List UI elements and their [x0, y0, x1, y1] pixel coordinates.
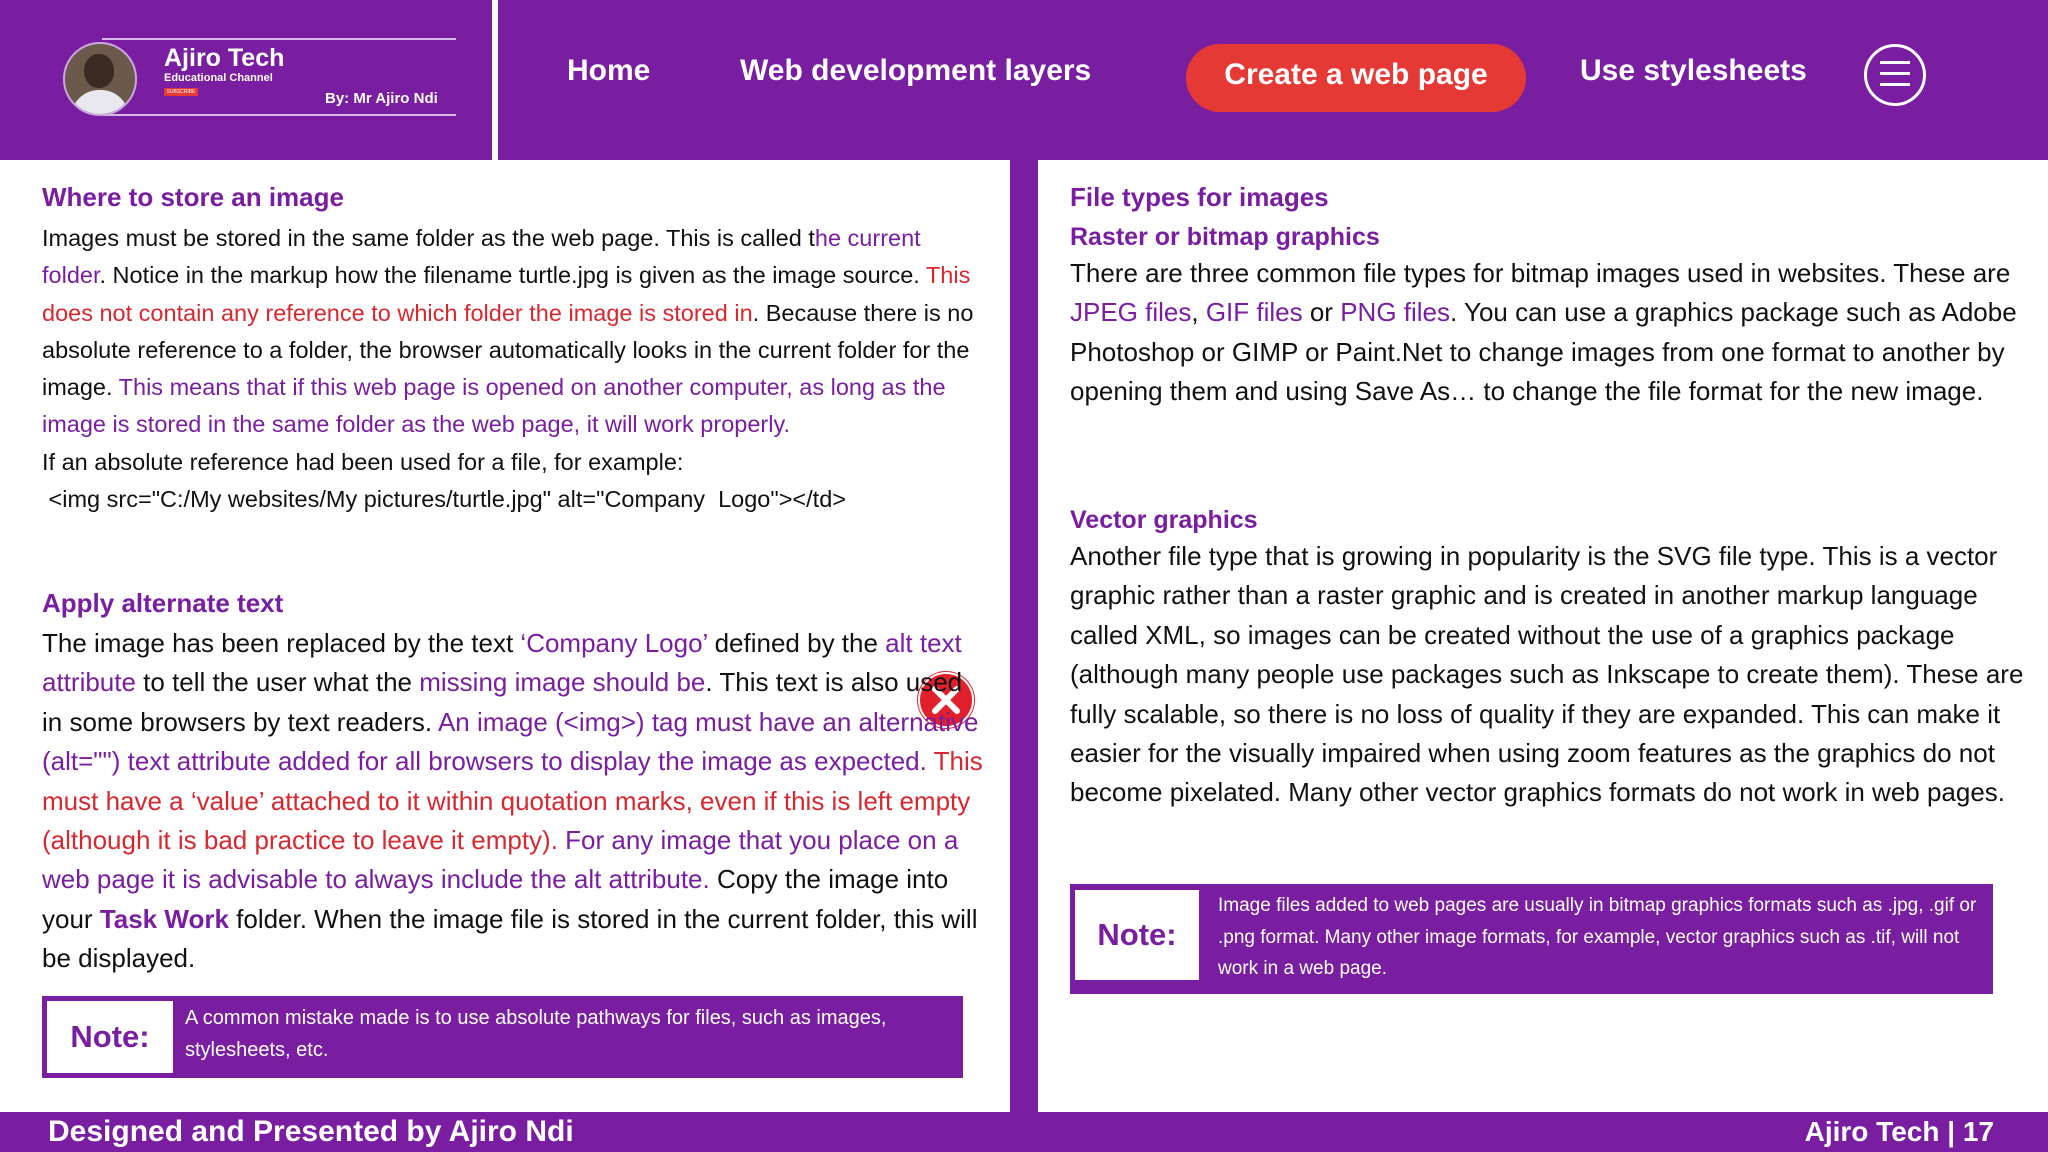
- right-panel: [1038, 160, 2048, 1112]
- logo-top-line: [102, 38, 456, 40]
- footer: [0, 1112, 2048, 1152]
- section-title-file-types: File types for images: [1070, 182, 1329, 212]
- avatar: [63, 42, 137, 116]
- code-example: <img src="C:/My websites/My pictures/turtle.jpg" alt="Company Logo"></td>: [42, 486, 846, 513]
- section-vector: [1070, 506, 2030, 813]
- vector-paragraph: Another file type that is growing in popularity is the SVG file type. This is a vector graphic rather than a raster graphic and is created in another markup language called XML, so images can be created without the use of a graphics package (although many people use packages such as Inkscape to create them). These are fully scalable, so there is no loss of quality if they are expanded. This can make it easier for the visually impaired when using zoom features as the graphics do not become pixelated. Many other vector graphics formats do not work in web pages.: [1070, 541, 2024, 808]
- avatar-body: [71, 90, 129, 116]
- section-file-types: [1070, 182, 2030, 412]
- section-title-alternate-text: Apply alternate text: [42, 588, 284, 618]
- nav-create-web-page[interactable]: Create a web page: [1186, 44, 1526, 112]
- logo-author: By: Mr Ajiro Ndi: [325, 90, 438, 107]
- page-number: Ajiro Tech | 17: [1804, 1116, 1994, 1147]
- note-label: Note:: [47, 1001, 173, 1073]
- footer-credit: Designed and Presented by Ajiro Ndi: [48, 1115, 574, 1148]
- channel-logo[interactable]: [0, 0, 492, 160]
- note-label: Note:: [1075, 890, 1199, 980]
- left-panel: [0, 160, 1010, 1112]
- section-title-store-image: Where to store an image: [42, 182, 344, 212]
- note-box-left: [42, 996, 963, 1078]
- logo-bottom-line: [102, 114, 456, 116]
- logo-title: Ajiro Tech: [164, 44, 285, 72]
- logo-subtitle: Educational Channel: [164, 72, 273, 84]
- subsection-title-raster: Raster or bitmap graphics: [1070, 223, 1380, 251]
- subsection-title-vector: Vector graphics: [1070, 506, 1258, 534]
- absolute-reference-text: If an absolute reference had been used for a file, for example:: [42, 448, 684, 475]
- section-store-image: [42, 182, 988, 518]
- note-text: A common mistake made is to use absolute pathways for files, such as images, stylesheets, etc.: [185, 1007, 887, 1061]
- alternate-text-paragraph: The image has been replaced by the text ‘Company Logo’ defined by the alt text attribute to tell the user what the missing image should be. This text is also used in some browsers by text readers. An image (<img>) tag must have an alternative (alt="") text attribute added for all browsers to display the image as expected. This must have a ‘value’ attached to it within quotation marks, even if this is left empty (although it is bad practice to leave it empty). For any image that you place on a web page it is advisable to always include the alt attribute. Copy the image into your Task Work folder. When the image file is stored in the current folder, this will be displayed.: [42, 628, 983, 974]
- raster-paragraph: There are three common file types for bitmap images used in websites. These are JPEG files, GIF files or PNG files. You can use a graphics package such as Adobe Photoshop or GIMP or Paint.Net to change images from one format to another by opening them and using Save As… to change the file format for the new image.: [1070, 258, 2017, 407]
- header-divider: [492, 0, 498, 160]
- note-text: Image files added to web pages are usually in bitmap graphics formats such as .jpg, .gif or .png format. Many other image formats, for example, vector graphics such as .tif, will not work in a web page.: [1218, 895, 1977, 979]
- note-box-right: [1070, 884, 1993, 994]
- section-alternate-text: [42, 588, 988, 979]
- header: [0, 0, 2048, 160]
- hamburger-menu-icon[interactable]: [1864, 44, 1926, 106]
- nav-use-stylesheets[interactable]: Use stylesheets: [1580, 54, 1807, 87]
- store-image-paragraph: Images must be stored in the same folder as the web page. This is called the current folder. Notice in the markup how the filename turtle.jpg is given as the image source. This does not contain any reference to which folder the image is stored in. Because there is no absolute reference to a folder, the browser automatically looks in the current folder for the image. This means that if this web page is opened on another computer, as long as the image is stored in the same folder as the web page, it will work properly.: [42, 225, 974, 438]
- avatar-head: [84, 54, 114, 88]
- nav-web-development-layers[interactable]: Web development layers: [740, 54, 1092, 87]
- nav-home[interactable]: Home: [567, 54, 651, 87]
- logo-inner: [60, 38, 456, 116]
- subscribe-badge: SUBSCRIBE: [164, 88, 198, 96]
